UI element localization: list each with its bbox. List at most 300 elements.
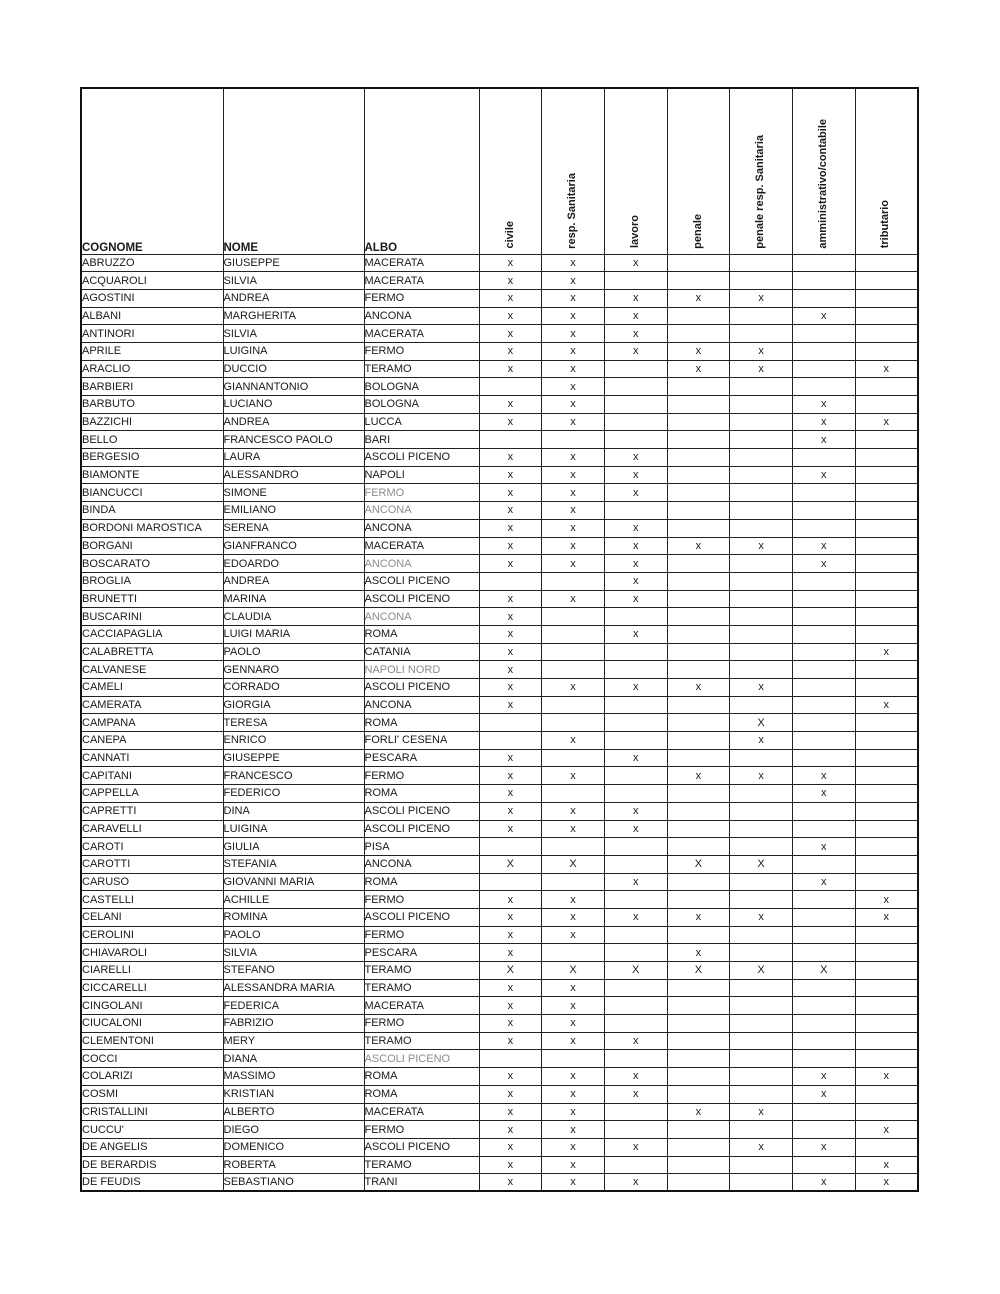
cognome-cell: CELANI [81, 908, 223, 926]
table-row [81, 608, 918, 626]
mark-cell-penale [667, 307, 730, 325]
table-row [81, 661, 918, 679]
albo-cell: FERMO [364, 926, 479, 944]
mark-cell-penale [667, 820, 730, 838]
mark-cell-lavoro [604, 732, 667, 750]
mark-cell-resp-sanitaria: x [542, 891, 605, 909]
mark-cell-lavoro: x [604, 519, 667, 537]
mark-cell-lavoro [604, 608, 667, 626]
mark-cell-civile: x [479, 325, 542, 343]
cognome-cell: CICCARELLI [81, 979, 223, 997]
mark-cell-penale: x [667, 537, 730, 555]
cognome-cell: CAPITANI [81, 767, 223, 785]
mark-cell-resp-sanitaria: x [542, 979, 605, 997]
mark-cell-lavoro: x [604, 466, 667, 484]
mark-cell-lavoro [604, 891, 667, 909]
mark-cell-penale [667, 1032, 730, 1050]
mark-cell-civile: x [479, 891, 542, 909]
albo-cell: ASCOLI PICENO [364, 679, 479, 697]
rotated-column-label: penale [691, 213, 704, 249]
cognome-cell: CARAVELLI [81, 820, 223, 838]
mark-cell-tributario [855, 625, 918, 643]
mark-cell-lavoro: x [604, 820, 667, 838]
nome-cell: GIOVANNI MARIA [223, 873, 364, 891]
mark-cell-lavoro [604, 997, 667, 1015]
mark-cell-penale [667, 1121, 730, 1139]
mark-cell-amministrativo-contabile [792, 1103, 855, 1121]
albo-cell: MACERATA [364, 325, 479, 343]
mark-cell-penale-resp-sanitaria [730, 1156, 793, 1174]
mark-cell-amministrativo-contabile [792, 997, 855, 1015]
mark-cell-resp-sanitaria [542, 696, 605, 714]
mark-cell-penale-resp-sanitaria [730, 466, 793, 484]
table-row [81, 891, 918, 909]
mark-cell-tributario [855, 325, 918, 343]
mark-cell-lavoro [604, 767, 667, 785]
nome-cell: GIULIA [223, 838, 364, 856]
albo-cell: ANCONA [364, 608, 479, 626]
nome-cell: MERY [223, 1032, 364, 1050]
mark-cell-civile: x [479, 625, 542, 643]
mark-cell-tributario: x [855, 908, 918, 926]
albo-cell: ROMA [364, 1085, 479, 1103]
mark-cell-penale-resp-sanitaria [730, 1015, 793, 1033]
mark-cell-penale-resp-sanitaria: x [730, 342, 793, 360]
cognome-cell: ACQUAROLI [81, 272, 223, 290]
cognome-cell: ABRUZZO [81, 254, 223, 272]
mark-cell-penale: x [667, 767, 730, 785]
mark-cell-civile: x [479, 1068, 542, 1086]
mark-cell-penale-resp-sanitaria [730, 1032, 793, 1050]
table-row [81, 1156, 918, 1174]
mark-cell-resp-sanitaria: x [542, 360, 605, 378]
table-row [81, 484, 918, 502]
mark-cell-amministrativo-contabile [792, 1032, 855, 1050]
mark-cell-lavoro: x [604, 679, 667, 697]
nome-cell: MARINA [223, 590, 364, 608]
cognome-cell: CRISTALLINI [81, 1103, 223, 1121]
mark-cell-penale [667, 979, 730, 997]
mark-cell-lavoro: x [604, 802, 667, 820]
nome-cell: LUCIANO [223, 396, 364, 414]
nome-cell: GIUSEPPE [223, 749, 364, 767]
mark-cell-penale [667, 590, 730, 608]
albo-cell: ANCONA [364, 855, 479, 873]
nome-cell: DUCCIO [223, 360, 364, 378]
nome-cell: SILVIA [223, 272, 364, 290]
albo-cell: ASCOLI PICENO [364, 449, 479, 467]
mark-cell-penale [667, 431, 730, 449]
mark-cell-penale [667, 608, 730, 626]
mark-cell-tributario [855, 979, 918, 997]
mark-cell-tributario [855, 732, 918, 750]
mark-cell-resp-sanitaria: x [542, 555, 605, 573]
mark-cell-amministrativo-contabile [792, 325, 855, 343]
albo-cell: ANCONA [364, 696, 479, 714]
cognome-cell: CHIAVAROLI [81, 944, 223, 962]
mark-cell-penale-resp-sanitaria: x [730, 360, 793, 378]
rotated-column-label: resp. Sanitaria [566, 172, 579, 249]
mark-cell-civile: x [479, 484, 542, 502]
cognome-cell: COCCI [81, 1050, 223, 1068]
mark-cell-tributario [855, 749, 918, 767]
albo-cell: PESCARA [364, 749, 479, 767]
cognome-cell: BOSCARATO [81, 555, 223, 573]
cognome-cell: BARBUTO [81, 396, 223, 414]
cognome-cell: APRILE [81, 342, 223, 360]
cognome-cell: BARBIERI [81, 378, 223, 396]
albo-cell: PESCARA [364, 944, 479, 962]
mark-cell-penale [667, 1156, 730, 1174]
mark-cell-penale [667, 732, 730, 750]
mark-cell-amministrativo-contabile [792, 360, 855, 378]
mark-cell-penale-resp-sanitaria: x [730, 1103, 793, 1121]
nome-cell: MARGHERITA [223, 307, 364, 325]
mark-cell-amministrativo-contabile [792, 342, 855, 360]
mark-cell-penale-resp-sanitaria: x [730, 537, 793, 555]
mark-cell-civile: x [479, 679, 542, 697]
nome-cell: STEFANIA [223, 855, 364, 873]
mark-cell-penale [667, 1138, 730, 1156]
table-row [81, 307, 918, 325]
table-row [81, 714, 918, 732]
mark-cell-resp-sanitaria: x [542, 1015, 605, 1033]
nome-cell: LUIGI MARIA [223, 625, 364, 643]
mark-cell-lavoro [604, 1121, 667, 1139]
table-row [81, 413, 918, 431]
table-row [81, 732, 918, 750]
mark-cell-penale [667, 838, 730, 856]
mark-cell-amministrativo-contabile [792, 1050, 855, 1068]
mark-cell-penale: x [667, 944, 730, 962]
albo-cell: PISA [364, 838, 479, 856]
mark-cell-lavoro: x [604, 908, 667, 926]
mark-cell-amministrativo-contabile [792, 484, 855, 502]
mark-cell-lavoro: x [604, 537, 667, 555]
mark-cell-tributario [855, 962, 918, 980]
mark-cell-penale-resp-sanitaria [730, 502, 793, 520]
nome-cell: DOMENICO [223, 1138, 364, 1156]
mark-cell-tributario [855, 855, 918, 873]
mark-cell-resp-sanitaria: x [542, 307, 605, 325]
table-row [81, 502, 918, 520]
mark-cell-lavoro [604, 979, 667, 997]
table-row [81, 555, 918, 573]
table-row [81, 696, 918, 714]
nome-cell: CLAUDIA [223, 608, 364, 626]
cognome-cell: CAROTTI [81, 855, 223, 873]
nome-cell: SEBASTIANO [223, 1174, 364, 1192]
albo-cell: FERMO [364, 484, 479, 502]
mark-cell-tributario [855, 926, 918, 944]
mark-cell-tributario [855, 342, 918, 360]
albo-cell: TERAMO [364, 360, 479, 378]
albo-cell: FERMO [364, 767, 479, 785]
cognome-cell: ALBANI [81, 307, 223, 325]
table-row [81, 466, 918, 484]
mark-cell-resp-sanitaria: x [542, 997, 605, 1015]
column-header-nome: NOME [223, 88, 364, 254]
mark-cell-penale [667, 502, 730, 520]
mark-cell-penale: x [667, 908, 730, 926]
mark-cell-resp-sanitaria: x [542, 1068, 605, 1086]
table-row [81, 643, 918, 661]
mark-cell-resp-sanitaria: x [542, 466, 605, 484]
mark-cell-amministrativo-contabile [792, 979, 855, 997]
mark-cell-lavoro [604, 696, 667, 714]
mark-cell-penale [667, 449, 730, 467]
albo-cell: ROMA [364, 873, 479, 891]
mark-cell-tributario [855, 431, 918, 449]
nome-cell: GIANFRANCO [223, 537, 364, 555]
nome-cell: GENNARO [223, 661, 364, 679]
mark-cell-penale-resp-sanitaria [730, 449, 793, 467]
mark-cell-amministrativo-contabile: x [792, 1174, 855, 1192]
mark-cell-penale-resp-sanitaria: X [730, 855, 793, 873]
mark-cell-tributario [855, 502, 918, 520]
mark-cell-amministrativo-contabile [792, 625, 855, 643]
mark-cell-civile: x [479, 820, 542, 838]
mark-cell-amministrativo-contabile: X [792, 962, 855, 980]
mark-cell-amministrativo-contabile [792, 820, 855, 838]
table-row [81, 802, 918, 820]
mark-cell-lavoro: x [604, 873, 667, 891]
mark-cell-resp-sanitaria [542, 608, 605, 626]
mark-cell-penale: X [667, 855, 730, 873]
nome-cell: ALBERTO [223, 1103, 364, 1121]
table-row [81, 572, 918, 590]
mark-cell-penale-resp-sanitaria [730, 1174, 793, 1192]
lawyers-register-table [80, 87, 919, 1192]
mark-cell-amministrativo-contabile: x [792, 1068, 855, 1086]
cognome-cell: DE BERARDIS [81, 1156, 223, 1174]
mark-cell-tributario: x [855, 1121, 918, 1139]
cognome-cell: CAMERATA [81, 696, 223, 714]
mark-cell-tributario [855, 590, 918, 608]
mark-cell-lavoro [604, 855, 667, 873]
mark-cell-resp-sanitaria [542, 749, 605, 767]
mark-cell-civile: X [479, 962, 542, 980]
mark-cell-penale-resp-sanitaria [730, 396, 793, 414]
mark-cell-resp-sanitaria [542, 873, 605, 891]
albo-cell: MACERATA [364, 537, 479, 555]
nome-cell: LAURA [223, 449, 364, 467]
nome-cell: FRANCESCO PAOLO [223, 431, 364, 449]
mark-cell-penale-resp-sanitaria [730, 749, 793, 767]
mark-cell-tributario [855, 767, 918, 785]
table-row [81, 254, 918, 272]
cognome-cell: CALVANESE [81, 661, 223, 679]
mark-cell-tributario: x [855, 643, 918, 661]
albo-cell: ANCONA [364, 307, 479, 325]
mark-cell-tributario [855, 484, 918, 502]
cognome-cell: BORDONI MAROSTICA [81, 519, 223, 537]
cognome-cell: CAPPELLA [81, 785, 223, 803]
nome-cell: SIMONE [223, 484, 364, 502]
mark-cell-amministrativo-contabile: x [792, 413, 855, 431]
cognome-cell: BINDA [81, 502, 223, 520]
mark-cell-civile: x [479, 360, 542, 378]
albo-cell: BOLOGNA [364, 378, 479, 396]
mark-cell-civile: x [479, 537, 542, 555]
mark-cell-tributario [855, 572, 918, 590]
mark-cell-civile [479, 1050, 542, 1068]
mark-cell-civile: x [479, 449, 542, 467]
table-row [81, 908, 918, 926]
nome-cell: FABRIZIO [223, 1015, 364, 1033]
mark-cell-penale-resp-sanitaria [730, 979, 793, 997]
mark-cell-penale-resp-sanitaria [730, 431, 793, 449]
table-row [81, 289, 918, 307]
albo-cell: ROMA [364, 1068, 479, 1086]
mark-cell-civile [479, 714, 542, 732]
albo-cell: MACERATA [364, 997, 479, 1015]
mark-cell-resp-sanitaria: x [542, 1174, 605, 1192]
mark-cell-penale-resp-sanitaria [730, 254, 793, 272]
cognome-cell: CAPRETTI [81, 802, 223, 820]
mark-cell-penale: X [667, 962, 730, 980]
mark-cell-lavoro [604, 502, 667, 520]
nome-cell: ROMINA [223, 908, 364, 926]
mark-cell-lavoro: x [604, 449, 667, 467]
mark-cell-lavoro: x [604, 307, 667, 325]
mark-cell-penale-resp-sanitaria [730, 307, 793, 325]
mark-cell-amministrativo-contabile [792, 926, 855, 944]
mark-cell-lavoro: x [604, 1068, 667, 1086]
nome-cell: GIUSEPPE [223, 254, 364, 272]
mark-cell-penale [667, 519, 730, 537]
column-header-check-6 [855, 88, 918, 254]
table-row [81, 537, 918, 555]
albo-cell: LUCCA [364, 413, 479, 431]
mark-cell-resp-sanitaria [542, 944, 605, 962]
mark-cell-tributario: x [855, 696, 918, 714]
mark-cell-lavoro [604, 643, 667, 661]
mark-cell-lavoro [604, 431, 667, 449]
cognome-cell: BIANCUCCI [81, 484, 223, 502]
table-row [81, 1085, 918, 1103]
mark-cell-penale-resp-sanitaria: x [730, 289, 793, 307]
mark-cell-amministrativo-contabile [792, 679, 855, 697]
mark-cell-tributario [855, 272, 918, 290]
cognome-cell: ANTINORI [81, 325, 223, 343]
mark-cell-civile: x [479, 502, 542, 520]
mark-cell-penale-resp-sanitaria [730, 625, 793, 643]
mark-cell-tributario: x [855, 1156, 918, 1174]
cognome-cell: AGOSTINI [81, 289, 223, 307]
mark-cell-amministrativo-contabile [792, 608, 855, 626]
mark-cell-civile: x [479, 608, 542, 626]
table-row [81, 1103, 918, 1121]
mark-cell-civile [479, 378, 542, 396]
table-row [81, 785, 918, 803]
cognome-cell: CACCIAPAGLIA [81, 625, 223, 643]
mark-cell-tributario [855, 802, 918, 820]
mark-cell-resp-sanitaria [542, 431, 605, 449]
cognome-cell: CLEMENTONI [81, 1032, 223, 1050]
albo-cell: MACERATA [364, 254, 479, 272]
mark-cell-penale [667, 625, 730, 643]
mark-cell-civile [479, 572, 542, 590]
mark-cell-amministrativo-contabile: x [792, 838, 855, 856]
mark-cell-lavoro: x [604, 1138, 667, 1156]
mark-cell-penale-resp-sanitaria [730, 1050, 793, 1068]
mark-cell-tributario [855, 944, 918, 962]
mark-cell-resp-sanitaria: x [542, 378, 605, 396]
nome-cell: ENRICO [223, 732, 364, 750]
nome-cell: ROBERTA [223, 1156, 364, 1174]
table-row [81, 325, 918, 343]
albo-cell: FERMO [364, 1121, 479, 1139]
cognome-cell: COSMI [81, 1085, 223, 1103]
mark-cell-amministrativo-contabile: x [792, 466, 855, 484]
mark-cell-penale [667, 802, 730, 820]
nome-cell: GIORGIA [223, 696, 364, 714]
mark-cell-tributario: x [855, 1068, 918, 1086]
mark-cell-lavoro: x [604, 1174, 667, 1192]
mark-cell-tributario [855, 785, 918, 803]
mark-cell-penale-resp-sanitaria [730, 1121, 793, 1139]
table-row [81, 360, 918, 378]
albo-cell: FERMO [364, 289, 479, 307]
mark-cell-penale [667, 926, 730, 944]
nome-cell: ANDREA [223, 572, 364, 590]
mark-cell-amministrativo-contabile [792, 661, 855, 679]
mark-cell-penale-resp-sanitaria [730, 696, 793, 714]
cognome-cell: BAZZICHI [81, 413, 223, 431]
mark-cell-civile [479, 431, 542, 449]
mark-cell-civile: x [479, 590, 542, 608]
mark-cell-resp-sanitaria [542, 625, 605, 643]
nome-cell: FEDERICA [223, 997, 364, 1015]
mark-cell-resp-sanitaria: x [542, 820, 605, 838]
cognome-cell: ARACLIO [81, 360, 223, 378]
nome-cell: ALESSANDRA MARIA [223, 979, 364, 997]
mark-cell-amministrativo-contabile [792, 1156, 855, 1174]
mark-cell-amministrativo-contabile: x [792, 555, 855, 573]
table-row [81, 1121, 918, 1139]
table-header-row [81, 88, 918, 254]
albo-cell: ANCONA [364, 519, 479, 537]
nome-cell: DINA [223, 802, 364, 820]
mark-cell-lavoro [604, 378, 667, 396]
mark-cell-civile: x [479, 254, 542, 272]
mark-cell-lavoro [604, 1103, 667, 1121]
albo-cell: FERMO [364, 342, 479, 360]
mark-cell-penale-resp-sanitaria [730, 608, 793, 626]
table-row [81, 997, 918, 1015]
albo-cell: MACERATA [364, 1103, 479, 1121]
nome-cell: PAOLO [223, 643, 364, 661]
mark-cell-resp-sanitaria: x [542, 679, 605, 697]
mark-cell-civile: x [479, 643, 542, 661]
mark-cell-penale [667, 661, 730, 679]
table-row [81, 979, 918, 997]
mark-cell-penale-resp-sanitaria [730, 785, 793, 803]
mark-cell-civile: x [479, 908, 542, 926]
mark-cell-amministrativo-contabile [792, 254, 855, 272]
mark-cell-resp-sanitaria: X [542, 962, 605, 980]
cognome-cell: BERGESIO [81, 449, 223, 467]
table-row [81, 272, 918, 290]
mark-cell-civile: x [479, 926, 542, 944]
mark-cell-amministrativo-contabile [792, 378, 855, 396]
mark-cell-amministrativo-contabile [792, 502, 855, 520]
nome-cell: ALESSANDRO [223, 466, 364, 484]
mark-cell-amministrativo-contabile: x [792, 537, 855, 555]
mark-cell-penale-resp-sanitaria [730, 891, 793, 909]
mark-cell-lavoro [604, 944, 667, 962]
